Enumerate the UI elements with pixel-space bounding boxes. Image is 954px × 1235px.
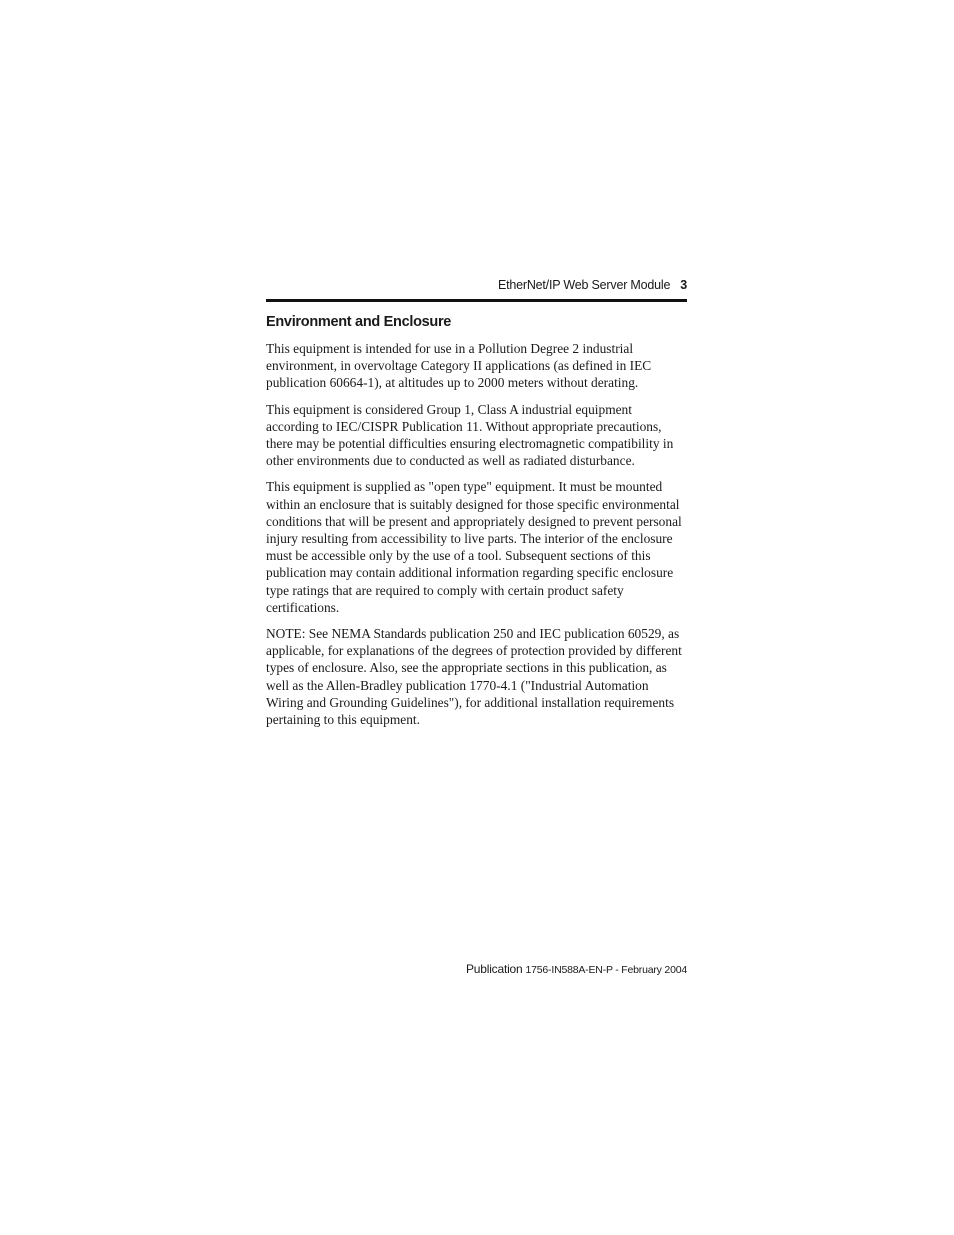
paragraph-open-type: This equipment is supplied as "open type" equipment. It must be mounted within an enclosure that is suitably designed for those specific environmental conditions that will be present and appropriately designed to prevent personal injury resulting from accessibility to live parts. The interior of the enclosure must be accessible only by the use of a tool. Subsequent sections of this publication may contain additional information regarding specific enclosure type ratings that are required to comply with certain product safety certifications. — [266, 479, 682, 615]
header-rule — [266, 299, 687, 302]
header-title: EtherNet/IP Web Server Module — [497, 278, 671, 292]
section-body — [266, 340, 687, 737]
paragraph-group-class: This equipment is considered Group 1, Class A industrial equipment according to IEC/CISPR Publication 11. Without appropriate precautions, there may be potential difficulties ensuring electromagnetic compatibility in other environments due to conducted as well as radiated disturbance. — [266, 401, 674, 469]
page-footer — [266, 961, 687, 978]
paragraph-note: NOTE: See NEMA Standards publication 250 and IEC publication 60529, as applicable, for explanations of the degrees of protection provided by different types of enclosure. Also, see the appropriate sections in this publication, as well as the Allen-Bradley publication 1770-4.1 ("Industrial Automation Wiring and Grounding Guidelines"), for additional installation requirements pertaining to this equipment. — [266, 626, 682, 728]
footer-publication-id: 1756-IN588A-EN-P - February 2004 — [525, 964, 687, 976]
section-title: Environment and Enclosure — [266, 314, 452, 330]
running-header — [266, 277, 687, 293]
paragraph-pollution-degree: This equipment is intended for use in a Pollution Degree 2 industrial environment, in overvoltage Category II applications (as defined in IEC publication 60664-1), at altitudes up to 2000 meters without derating. — [266, 341, 652, 391]
footer-label: Publication — [465, 962, 523, 976]
page-number: 3 — [680, 278, 687, 292]
